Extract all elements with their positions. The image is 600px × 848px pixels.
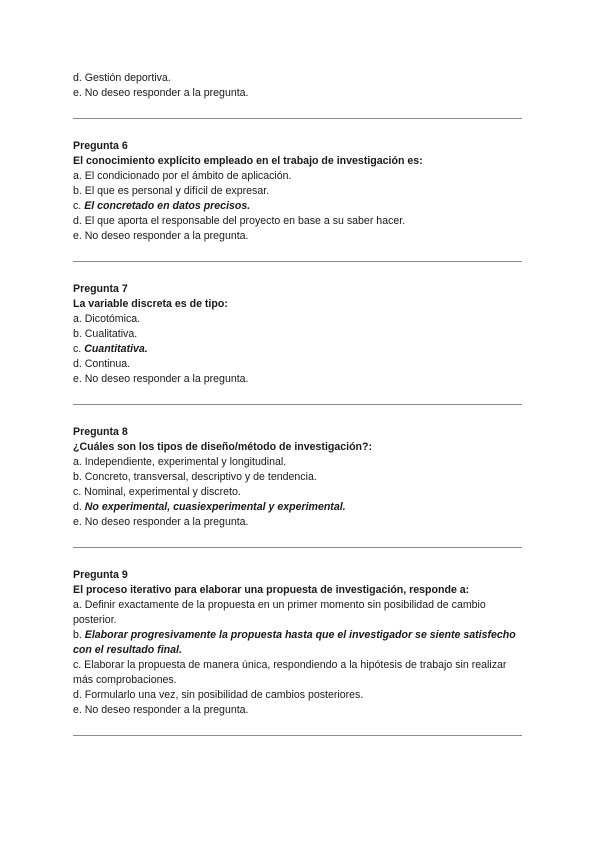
question-title: Pregunta 7 <box>73 283 128 295</box>
question-6 <box>73 139 525 244</box>
option-e: e. No deseo responder a la pregunta. <box>73 230 249 242</box>
correct-answer: Elaborar progresivamente la propuesta hasta que el investigador se siente satisfecho con el resultado final. <box>73 629 516 656</box>
option-prefix: b. <box>73 629 85 641</box>
option-d: d. Continua. <box>73 358 131 370</box>
previous-question-tail <box>73 71 525 101</box>
option-c: c. Elaborar la propuesta de manera única, respondiendo a la hipótesis de trabajo sin realizar más comprobaciones. <box>73 659 507 686</box>
option-b: b. Concreto, transversal, descriptivo y de tendencia. <box>73 471 317 483</box>
correct-answer: El concretado en datos precisos. <box>84 200 251 212</box>
option-d: d. El que aporta el responsable del proyecto en base a su saber hacer. <box>73 215 406 227</box>
exam-page <box>73 71 525 736</box>
question-title: Pregunta 9 <box>73 569 128 581</box>
question-title: Pregunta 8 <box>73 426 128 438</box>
option-e: e. No deseo responder a la pregunta. <box>73 516 249 528</box>
question-stem: La variable discreta es de tipo: <box>73 298 228 310</box>
option-b-correct <box>73 628 525 658</box>
option-a: a. El condicionado por el ámbito de aplicación. <box>73 170 292 182</box>
question-8 <box>73 425 525 530</box>
option-a: a. Dicotómica. <box>73 313 141 325</box>
option-prefix: c. <box>73 343 85 355</box>
option-c-correct <box>73 342 525 357</box>
option-d: d. Formularlo una vez, sin posibilidad de cambios posteriores. <box>73 689 364 701</box>
question-title: Pregunta 6 <box>73 140 128 152</box>
question-stem: El conocimiento explícito empleado en el trabajo de investigación es: <box>73 155 423 167</box>
option-c-correct <box>73 199 525 214</box>
correct-answer: Cuantitativa. <box>84 343 148 355</box>
option-b: b. El que es personal y difícil de expresar. <box>73 185 270 197</box>
option-c: c. Nominal, experimental y discreto. <box>73 486 241 498</box>
separator-rule <box>73 735 522 736</box>
correct-answer: No experimental, cuasiexperimental y experimental. <box>84 501 346 513</box>
option-e: e. No deseo responder a la pregunta. <box>73 87 249 99</box>
question-stem: ¿Cuáles son los tipos de diseño/método de investigación?: <box>73 441 373 453</box>
option-b: b. Cualitativa. <box>73 328 138 340</box>
option-d: d. Gestión deportiva. <box>73 72 171 84</box>
option-a: a. Definir exactamente de la propuesta en un primer momento sin posibilidad de cambio posterior. <box>73 599 486 626</box>
option-prefix: c. <box>73 200 85 212</box>
option-e: e. No deseo responder a la pregunta. <box>73 704 249 716</box>
question-7 <box>73 282 525 387</box>
option-e: e. No deseo responder a la pregunta. <box>73 373 249 385</box>
option-prefix: d. <box>73 501 85 513</box>
question-stem: El proceso iterativo para elaborar una propuesta de investigación, responde a: <box>73 584 470 596</box>
option-d-correct <box>73 500 525 515</box>
question-9 <box>73 568 525 718</box>
option-a: a. Independiente, experimental y longitudinal. <box>73 456 287 468</box>
